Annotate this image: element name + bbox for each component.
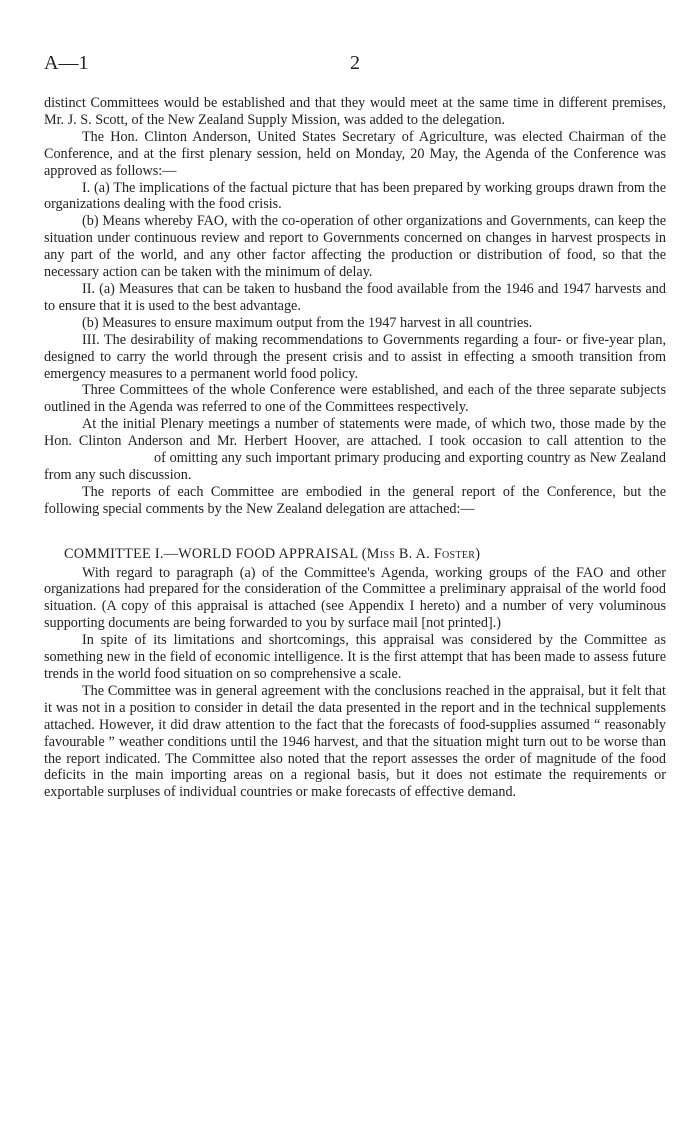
paragraph: Three Committees of the whole Conference were established, and each of the three separate subjects outlined in the Agenda was referred to one of the Committees respectively. [44, 382, 666, 416]
document-body [44, 95, 666, 801]
paragraph [44, 416, 666, 484]
section-author: (Miss B. A. Foster) [361, 545, 481, 562]
paragraph: The Hon. Clinton Anderson, United States Secretary of Agriculture, was elected Chairman of the Conference, and at the first plenary session, held on Monday, 20 May, the Agenda of the Conference was approved as follows:— [44, 128, 666, 179]
agenda-item: I. (a) The implications of the factual picture that has been prepared by working groups drawn from the organizations dealing with the food crisis. [44, 179, 666, 213]
agenda-item: (b) Means whereby FAO, with the co-operation of other organizations and Governments, can keep the situation under continuous review and report to Governments concerned on changes in harvest prospects in any part of the world, and any other factor affecting the production or distribution of food, so that the necessary action can be taken with the minimum of delay. [44, 213, 666, 281]
agenda-item: (b) Measures to ensure maximum output from the 1947 harvest in all countries. [82, 314, 533, 331]
agenda-item: II. (a) Measures that can be taken to husband the food available from the 1946 and 1947 harvests and to ensure that it is used to the best advantage. [44, 280, 666, 314]
paragraph-part: of omitting any such important primary producing and exporting country as New Zealand from any such discussion. [44, 450, 666, 483]
paragraph: The reports of each Committee are embodied in the general report of the Conference, but the following special comments by the New Zealand delegation are attached:— [44, 483, 666, 517]
page-header [44, 52, 666, 78]
paragraph: In spite of its limitations and shortcomings, this appraisal was considered by the Committee as something new in the field of economic intelligence. It is the first attempt that has been made to assess future trends in the world food situation on so comprehensive a scale. [44, 632, 666, 682]
paragraph: With regard to paragraph (a) of the Committee's Agenda, working groups of the FAO and other organizations had prepared for the consideration of the Committee a preliminary appraisal of the world food situation. (A copy of this appraisal is attached (see Appendix I hereto) and a number of very voluminous supporting documents are being forwarded to you by surface mail [not printed].) [44, 564, 666, 632]
paragraph-part: At the initial Plenary meetings a number of statements were made, of which two, those made by the Hon. Clinton Anderson and Mr. Herbert Hoover, are attached. I took occasion to call attention to the [44, 416, 666, 450]
paragraph: distinct Committees would be established and that they would meet at the same time in different premises, Mr. J. S. Scott, of the New Zealand Supply Mission, was added to the delegation. [44, 95, 666, 128]
agenda-item: III. The desirability of making recommendations to Governments regarding a four- or five-year plan, designed to carry the world through the present crisis and to assist in effecting a smooth transition from emergency measures to a permanent world food policy. [44, 331, 666, 382]
section-title: COMMITTEE I.—WORLD FOOD APPRAISAL [64, 545, 358, 562]
page-number: 2 [350, 52, 360, 74]
section-heading [44, 546, 666, 563]
document-code: A—1 [44, 52, 89, 74]
paragraph: The Committee was in general agreement with the conclusions reached in the appraisal, but it felt that it was not in a position to consider in detail the data presented in the report and in the technical supplements attached. However, it did draw attention to the fact that the forecasts of food-supplies assumed “ reasonably favourable ” weather conditions until the 1946 harvest, and that the situation might turn out to be worse than the report indicated. The Committee also noted that the report assesses the order of magnitude of the food deficits in the main importing areas on a regional basis, but it does not estimate the requirements or exportable surpluses of individual countries or make forecasts of effective demand. [44, 682, 666, 801]
